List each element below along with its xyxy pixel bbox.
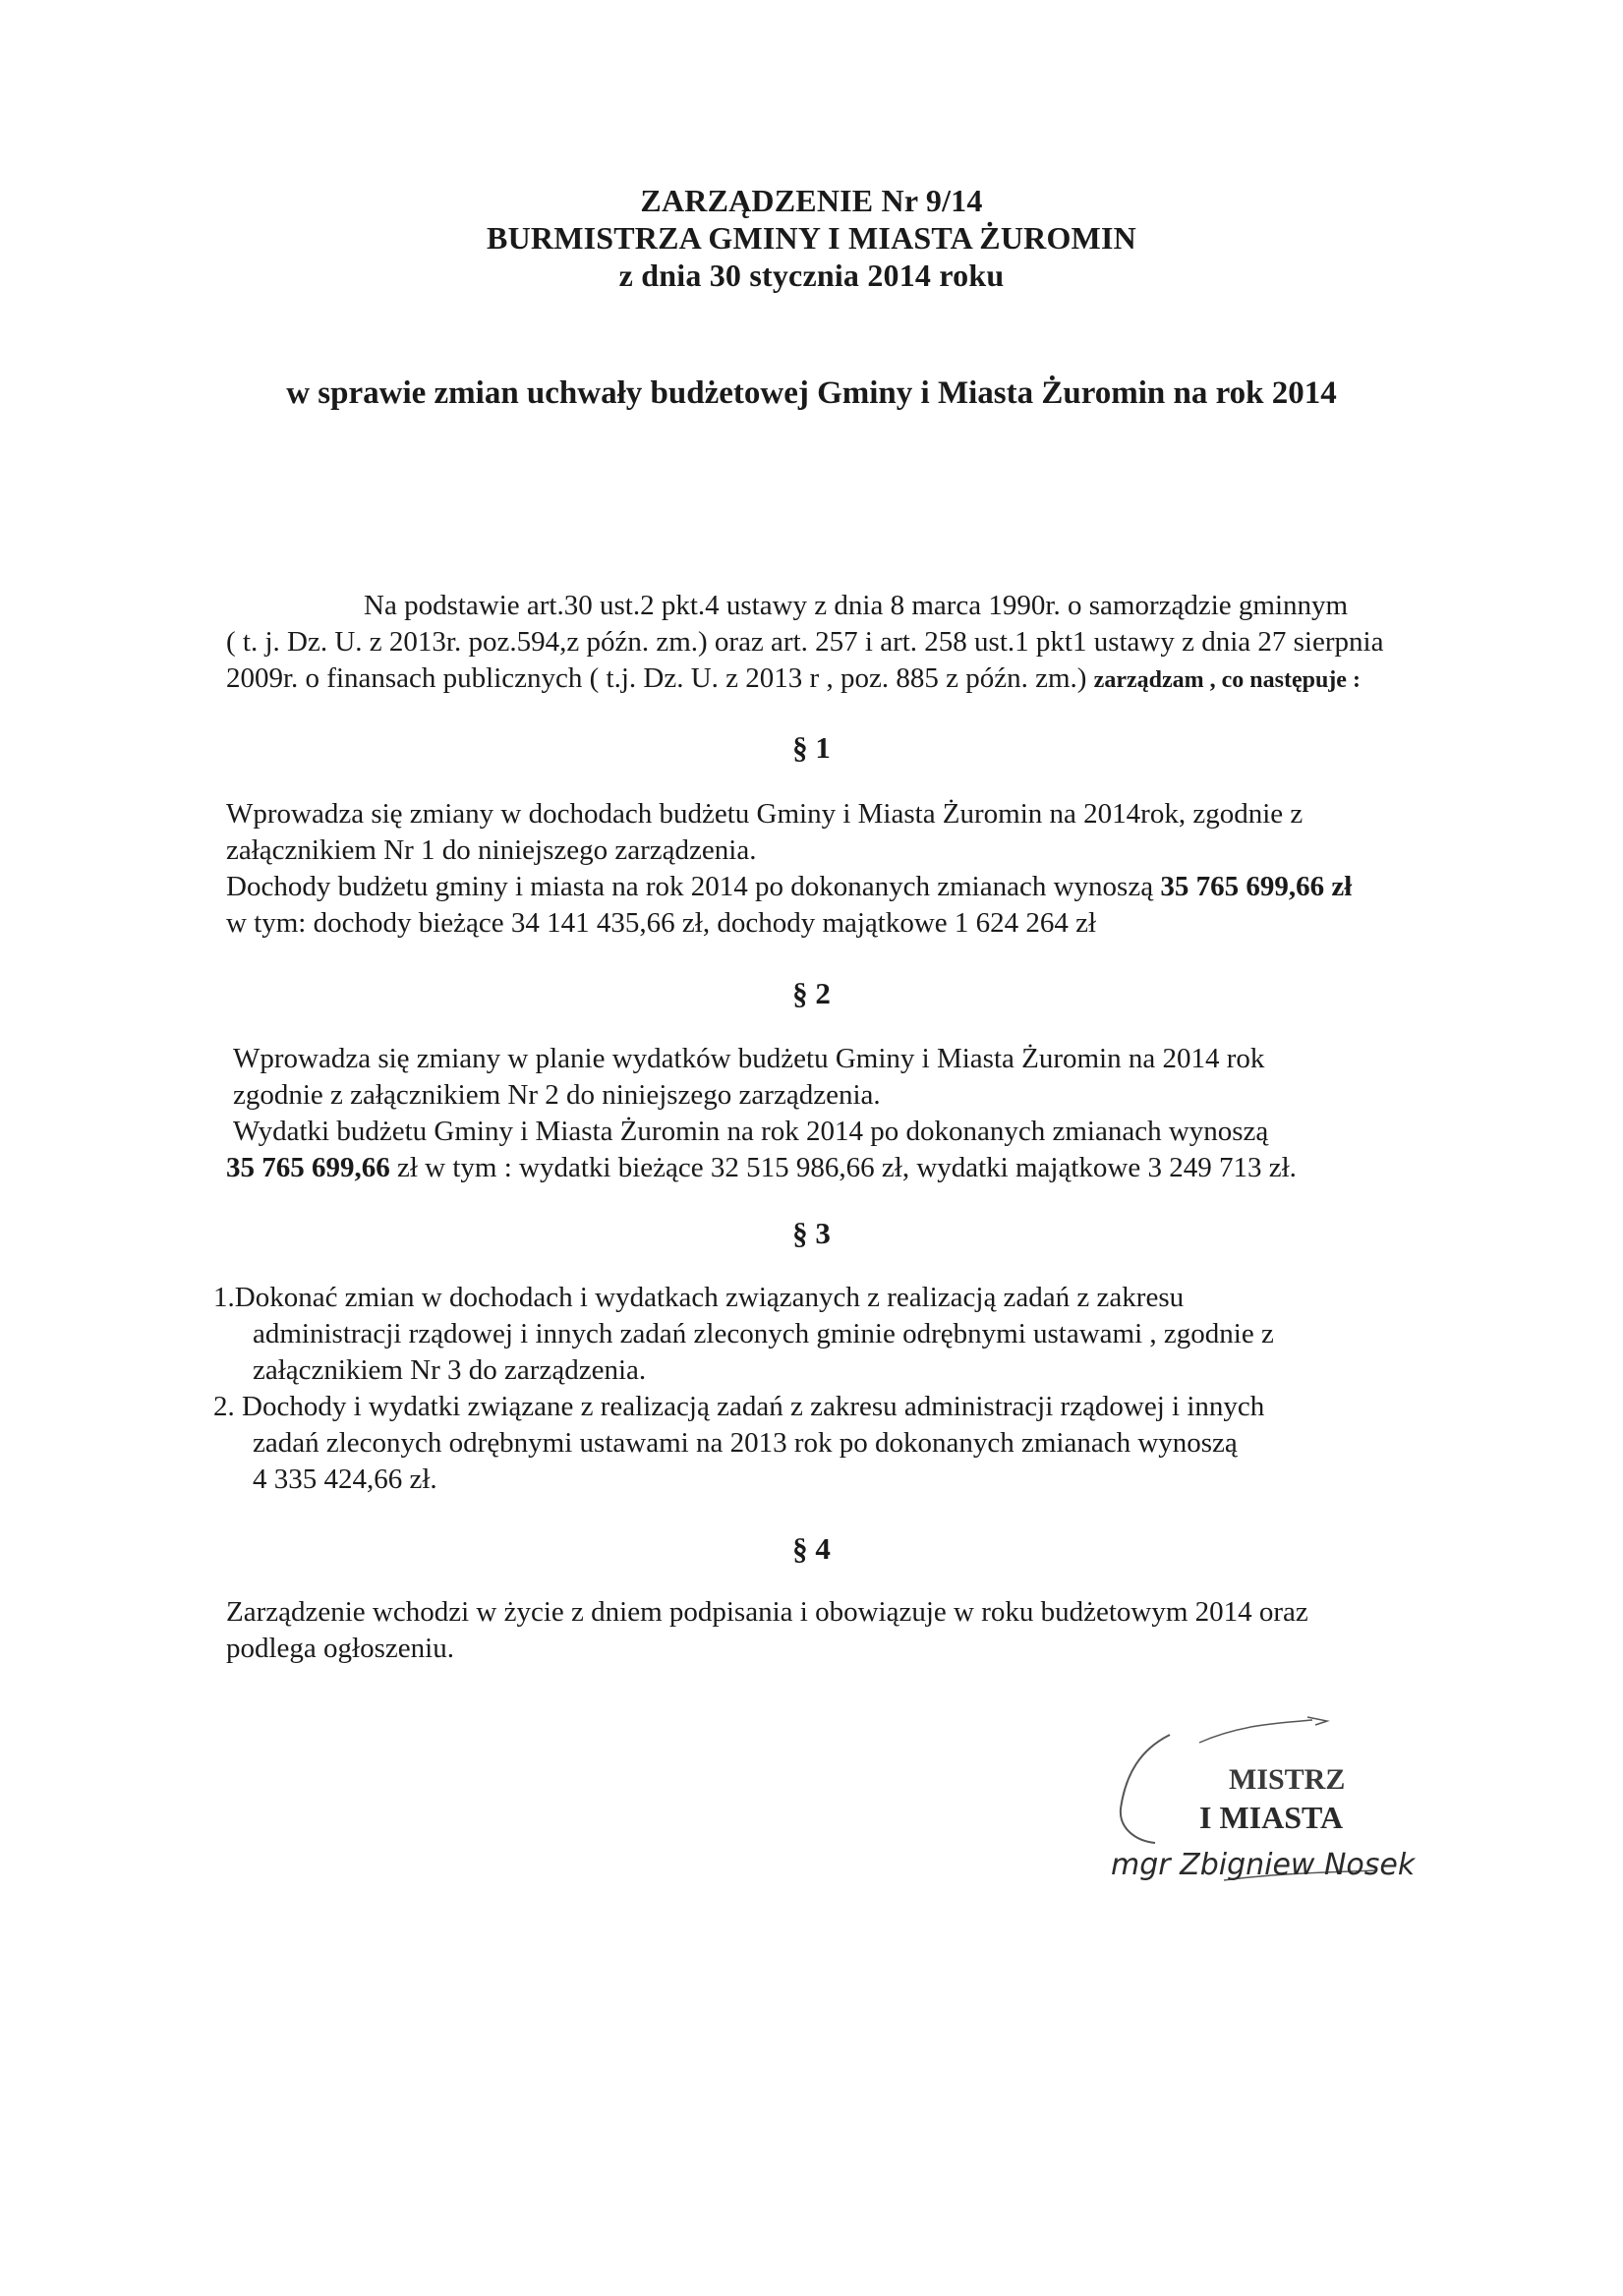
s1-line-4: w tym: dochody bieżące 34 141 435,66 zł, dochody majątkowe 1 624 264 zł [226,907,1097,939]
s1-line-3 [226,873,1352,901]
s2-line-4 [226,1154,1297,1182]
preamble-line-3 [226,664,1361,693]
stamp-line-2: I MIASTA [1199,1800,1344,1835]
section-3-label: § 3 [792,1216,831,1250]
s3-item-2-line-3: 4 335 424,66 zł. [253,1464,437,1495]
preamble-line-1: Na podstawie art.30 ust.2 pkt.4 ustawy z dnia 8 marca 1990r. o samorządzie gminnym [364,590,1349,621]
preamble-line-2: ( t. j. Dz. U. z 2013r. poz.594,z późn. zm.) oraz art. 257 i art. 258 ust.1 pkt1 ustawy z dnia 27 sierpnia [226,626,1384,658]
s3-item-2-line-1: 2. Dochody i wydatki związane z realizacją zadań z zakresu administracji rządowej i innych [213,1391,1265,1422]
s4-line-2: podlega ogłoszeniu. [226,1633,454,1664]
signatory-name: mgr Zbigniew Nosek [1111,1848,1416,1882]
s1-line-1: Wprowadza się zmiany w dochodach budżetu Gminy i Miasta Żuromin na 2014rok, zgodnie z [226,798,1304,830]
stamp-line-1: MISTRZ [1229,1763,1346,1796]
section-1-label: § 1 [792,730,831,765]
title-issuer: BURMISTRZA GMINY I MIASTA ŻUROMIN [487,220,1136,256]
s2-total-expenses: 35 765 699,66 [226,1152,390,1183]
s1-total-revenue: 35 765 699,66 zł [1160,871,1353,902]
s4-line-1: Zarządzenie wchodzi w życie z dniem podpisania i obowiązuje w roku budżetowym 2014 oraz [226,1596,1308,1628]
section-3-heading [0,1218,1623,1248]
s1-line-2: załącznikiem Nr 1 do niniejszego zarządzenia. [226,834,757,866]
s2-line-1: Wprowadza się zmiany w planie wydatków budżetu Gminy i Miasta Żuromin na 2014 rok [233,1043,1265,1074]
title-date: z dnia 30 stycznia 2014 roku [618,258,1005,293]
s1-line-3-text: Dochody budżetu gminy i miasta na rok 2014 po dokonanych zmianach wynoszą [226,871,1161,902]
section-2-heading [0,978,1623,1008]
title-ordinance-number: ZARZĄDZENIE Nr 9/14 [640,183,983,218]
s2-line-2: zgodnie z załącznikiem Nr 2 do niniejszego zarządzenia. [233,1079,881,1111]
s3-item-2-line-2: zadań zleconych odrębnymi ustawami na 2013 rok po dokonanych zmianach wynoszą [253,1427,1238,1459]
s2-line-4-text: zł w tym : wydatki bieżące 32 515 986,66 zł, wydatki majątkowe 3 249 713 zł. [389,1152,1297,1183]
s3-item-1-line-2: administracji rządowej i innych zadań zleconych gminie odrębnymi ustawami , zgodnie z [253,1318,1274,1349]
s2-line-3: Wydatki budżetu Gminy i Miasta Żuromin na rok 2014 po dokonanych zmianach wynoszą [233,1116,1269,1147]
preamble-line-3-text: 2009r. o finansach publicznych ( t.j. Dz. U. z 2013 r , poz. 885 z późn. zm.) [226,662,1094,694]
preamble-decree-phrase: zarządzam , co następuje : [1093,667,1361,693]
section-2-label: § 2 [792,976,831,1010]
subject-line: w sprawie zmian uchwały budżetowej Gminy i Miasta Żuromin na rok 2014 [286,375,1337,411]
section-4-heading [0,1533,1623,1564]
s3-item-1-line-1: 1.Dokonać zmian w dochodach i wydatkach związanych z realizacją zadań z zakresu [213,1282,1185,1313]
s3-item-1-line-3: załącznikiem Nr 3 do zarządzenia. [253,1354,647,1386]
section-4-label: § 4 [792,1531,831,1566]
section-1-heading [0,732,1623,763]
